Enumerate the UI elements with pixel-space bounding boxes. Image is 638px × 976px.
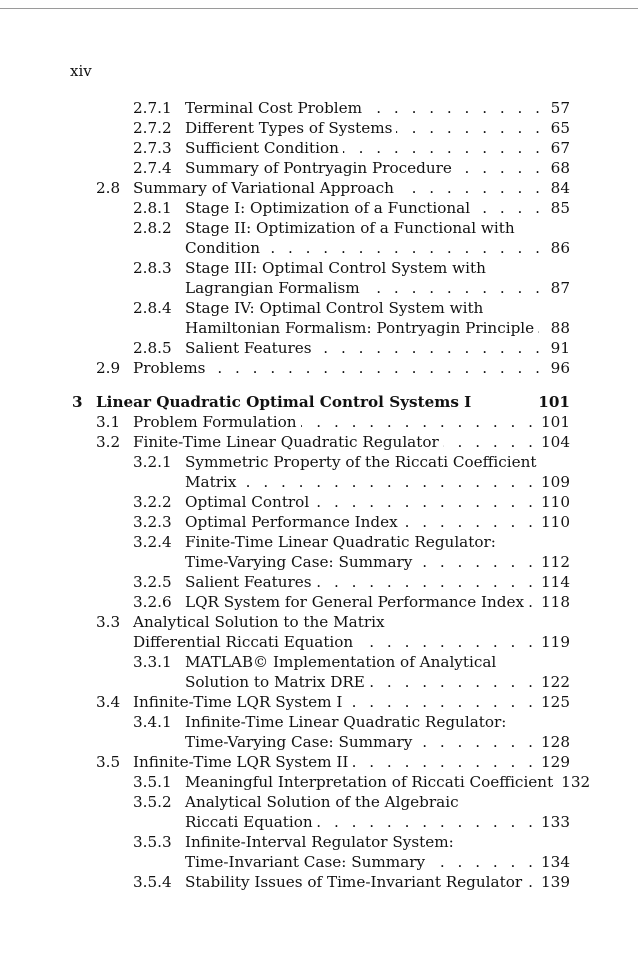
toc-entry-body xyxy=(185,532,570,552)
toc-entry-body xyxy=(185,872,570,892)
toc-entry-body xyxy=(133,412,570,432)
toc-entry-body xyxy=(185,118,570,138)
toc-entry-title: Sufficient Condition xyxy=(185,139,339,157)
toc-entry-title: Summary of Pontryagin Procedure xyxy=(185,159,452,177)
toc-entry-page: 91 xyxy=(550,339,570,357)
toc-entry-number: 2.8 xyxy=(96,179,121,197)
toc-entry-title: Riccati Equation xyxy=(185,813,313,831)
toc-entry-body xyxy=(133,178,570,198)
toc-entry-page: 67 xyxy=(550,139,570,157)
toc-entry-body xyxy=(185,512,570,532)
toc-dot-leader xyxy=(317,812,537,832)
toc-entry-title: Time-Invariant Case: Summary xyxy=(185,853,426,871)
toc-entry-title: LQR System for General Performance Index xyxy=(185,593,525,611)
toc-dot-leader xyxy=(352,752,537,772)
toc-entry-page: 104 xyxy=(541,433,570,451)
toc-entry-body xyxy=(185,572,570,592)
toc-entry-title: Problem Formulation xyxy=(133,413,297,431)
toc-entry-title: Differential Riccati Equation xyxy=(133,633,354,651)
toc-entry-title: Time-Varying Case: Summary xyxy=(185,733,413,751)
toc-entry-page: 84 xyxy=(550,179,570,197)
toc-entry-title: Different Types of Systems xyxy=(185,119,393,137)
toc-entry-body xyxy=(185,318,570,338)
toc-entry xyxy=(0,178,638,198)
toc-entry-body xyxy=(185,492,570,512)
toc-entry-number: 3.2 xyxy=(96,433,121,451)
toc-entry xyxy=(0,732,638,752)
toc-entry-title: Infinite-Time Linear Quadratic Regulator: xyxy=(185,713,507,731)
toc-entry-body xyxy=(185,732,570,752)
toc-entry-number: 3.3 xyxy=(96,613,121,631)
toc-entry-title: Stage IV: Optimal Control System with xyxy=(185,299,484,317)
toc-entry-page: 110 xyxy=(541,493,570,511)
toc-dot-leader xyxy=(240,472,537,492)
toc-entry xyxy=(0,552,638,572)
toc-entry-title: Linear Quadratic Optimal Control Systems I xyxy=(96,393,472,411)
toc-entry-body xyxy=(185,198,570,218)
toc-entry-title: Hamiltonian Formalism: Pontryagin Principle xyxy=(185,319,535,337)
toc-entry-title: Stage I: Optimization of a Functional xyxy=(185,199,471,217)
toc-entry xyxy=(0,752,638,772)
toc-entry-title: Meaningful Interpretation of Riccati Coefficient xyxy=(185,773,554,791)
toc-entry-page: 109 xyxy=(541,473,570,491)
toc-entry-number: 3.4 xyxy=(96,693,121,711)
toc-entry-title: Terminal Cost Problem xyxy=(185,99,363,117)
page-number: xiv xyxy=(70,62,92,80)
toc-entry-title: Salient Features xyxy=(185,573,312,591)
toc-dot-leader xyxy=(364,278,544,298)
toc-entry-number: 3.2.5 xyxy=(133,573,172,591)
toc-dot-leader xyxy=(416,732,537,752)
toc-entry-page: 119 xyxy=(541,633,570,651)
toc-entry-title: Symmetric Property of the Riccati Coefficient xyxy=(185,453,537,471)
toc-entry-body xyxy=(133,752,570,772)
toc-dot-leader xyxy=(346,692,537,712)
toc-entry-page: 110 xyxy=(541,513,570,531)
toc-entry-number: 2.8.4 xyxy=(133,299,172,317)
toc-entry-page: 57 xyxy=(550,99,570,117)
toc-entry xyxy=(0,318,638,338)
toc-entry-title: Finite-Time Linear Quadratic Regulator xyxy=(133,433,439,451)
toc-entry-page: 139 xyxy=(541,873,570,891)
toc-entry-body xyxy=(185,852,570,872)
toc-dot-leader xyxy=(316,338,544,358)
toc-entry-page: 65 xyxy=(550,119,570,137)
toc-entry-number: 2.8.1 xyxy=(133,199,172,217)
toc-entry-title: MATLAB© Implementation of Analytical xyxy=(185,653,497,671)
toc-entry-number: 3.1 xyxy=(96,413,121,431)
toc-entry-body xyxy=(96,392,570,412)
toc-dot-leader xyxy=(343,138,544,158)
toc-dot-leader xyxy=(369,672,537,692)
toc-entry-page: 112 xyxy=(541,553,570,571)
toc-dot-leader xyxy=(396,118,544,138)
toc-entry-page: 68 xyxy=(550,159,570,177)
toc-entry xyxy=(0,492,638,512)
toc-entry xyxy=(0,652,638,672)
toc-entry-body xyxy=(185,712,570,732)
toc-entry xyxy=(0,338,638,358)
table-of-contents xyxy=(0,98,638,892)
toc-entry xyxy=(0,532,638,552)
toc-entry-body xyxy=(185,158,570,178)
toc-entry-number: 2.7.3 xyxy=(133,139,172,157)
toc-dot-leader xyxy=(209,358,544,378)
toc-entry xyxy=(0,672,638,692)
toc-dot-leader xyxy=(526,872,537,892)
toc-entry-number: 3.5 xyxy=(96,753,121,771)
toc-entry-number: 3.2.2 xyxy=(133,493,172,511)
toc-dot-leader xyxy=(366,98,544,118)
toc-dot-leader xyxy=(474,198,544,218)
toc-entry-body xyxy=(185,812,570,832)
toc-entry xyxy=(0,198,638,218)
toc-entry-body xyxy=(185,552,570,572)
toc-entry-number: 3.5.4 xyxy=(133,873,172,891)
toc-entry-body xyxy=(133,692,570,712)
toc-entry xyxy=(0,138,638,158)
toc-entry xyxy=(0,812,638,832)
toc-entry-body xyxy=(185,258,570,278)
toc-entry xyxy=(0,792,638,812)
toc-entry-title: Infinite-Time LQR System II xyxy=(133,753,349,771)
toc-entry-title: Stability Issues of Time-Invariant Regulator xyxy=(185,873,523,891)
toc-entry xyxy=(0,258,638,278)
toc-entry-page: 87 xyxy=(550,279,570,297)
toc-entry-page: 118 xyxy=(541,593,570,611)
toc-entry-number: 3 xyxy=(72,393,83,411)
toc-entry-title: Optimal Control xyxy=(185,493,310,511)
toc-entry-number: 3.3.1 xyxy=(133,653,172,671)
toc-entry-page: 122 xyxy=(541,673,570,691)
toc-entry-number: 3.4.1 xyxy=(133,713,172,731)
toc-dot-leader xyxy=(528,592,537,612)
toc-entry-page: 101 xyxy=(541,413,570,431)
toc-entry-page: 132 xyxy=(561,773,591,791)
toc-entry-title: Analytical Solution to the Matrix xyxy=(133,613,385,631)
toc-entry xyxy=(0,452,638,472)
toc-entry-title: Optimal Performance Index xyxy=(185,513,398,531)
toc-entry-title: Stage II: Optimization of a Functional with xyxy=(185,219,515,237)
toc-entry-body xyxy=(185,98,570,118)
toc-entry xyxy=(0,852,638,872)
toc-entry-title: Solution to Matrix DRE xyxy=(185,673,365,691)
toc-dot-leader xyxy=(398,178,544,198)
toc-dot-leader xyxy=(416,552,537,572)
toc-entry-title: Summary of Variational Approach xyxy=(133,179,394,197)
toc-entry-body xyxy=(185,278,570,298)
toc-dot-leader xyxy=(443,432,537,452)
toc-dot-leader xyxy=(456,158,544,178)
toc-dot-leader xyxy=(402,512,537,532)
toc-entry-title: Finite-Time Linear Quadratic Regulator: xyxy=(185,533,496,551)
toc-entry-number: 2.7.4 xyxy=(133,159,172,177)
toc-entry-body xyxy=(133,432,570,452)
toc-entry-page: 134 xyxy=(541,853,570,871)
toc-entry-body xyxy=(185,832,570,852)
toc-entry-page: 133 xyxy=(541,813,570,831)
toc-entry-number: 2.7.1 xyxy=(133,99,172,117)
toc-entry xyxy=(0,712,638,732)
toc-entry xyxy=(0,772,638,792)
toc-entry-number: 2.8.3 xyxy=(133,259,172,277)
toc-entry-number: 3.5.3 xyxy=(133,833,172,851)
toc-entry-page: 86 xyxy=(550,239,570,257)
toc-entry-body xyxy=(185,452,570,472)
toc-entry-number: 3.2.6 xyxy=(133,593,172,611)
toc-entry-page: 114 xyxy=(541,573,570,591)
toc-entry-number: 3.2.1 xyxy=(133,453,172,471)
toc-entry-body xyxy=(185,672,570,692)
toc-entry-page: 129 xyxy=(541,753,570,771)
toc-entry-page: 125 xyxy=(541,693,570,711)
toc-entry-number: 3.5.1 xyxy=(133,773,172,791)
toc-entry xyxy=(0,298,638,318)
toc-entry xyxy=(0,512,638,532)
toc-entry xyxy=(0,612,638,632)
toc-dot-leader xyxy=(357,632,537,652)
toc-entry-title: Matrix xyxy=(185,473,237,491)
toc-entry-body xyxy=(133,612,570,632)
toc-entry xyxy=(0,358,638,378)
toc-entry-body xyxy=(133,632,570,652)
toc-entry xyxy=(0,118,638,138)
toc-entry-body xyxy=(185,238,570,258)
toc-dot-leader xyxy=(538,318,544,338)
toc-dot-leader xyxy=(264,238,544,258)
toc-entry xyxy=(0,832,638,852)
toc-dot-leader xyxy=(313,492,537,512)
toc-entry-number: 2.8.5 xyxy=(133,339,172,357)
toc-entry xyxy=(0,572,638,592)
toc-entry-title: Analytical Solution of the Algebraic xyxy=(185,793,459,811)
toc-entry-body xyxy=(185,338,570,358)
toc-entry-title: Infinite-Interval Regulator System: xyxy=(185,833,454,851)
toc-entry-body xyxy=(185,772,591,792)
toc-entry xyxy=(0,392,638,412)
toc-entry xyxy=(0,98,638,118)
toc-entry xyxy=(0,692,638,712)
toc-entry xyxy=(0,158,638,178)
toc-entry-page: 88 xyxy=(550,319,570,337)
toc-entry-title: Infinite-Time LQR System I xyxy=(133,693,343,711)
toc-entry xyxy=(0,278,638,298)
toc-dot-leader xyxy=(316,572,537,592)
toc-entry xyxy=(0,218,638,238)
toc-entry-body xyxy=(185,592,570,612)
toc-entry-number: 2.9 xyxy=(96,359,121,377)
toc-dot-leader xyxy=(429,852,537,872)
toc-entry-body xyxy=(133,358,570,378)
toc-entry xyxy=(0,238,638,258)
toc-entry-number: 2.7.2 xyxy=(133,119,172,137)
toc-entry-page: 85 xyxy=(550,199,570,217)
toc-entry-title: Time-Varying Case: Summary xyxy=(185,553,413,571)
toc-entry-title: Lagrangian Formalism xyxy=(185,279,360,297)
toc-entry xyxy=(0,412,638,432)
toc-entry xyxy=(0,632,638,652)
top-rule xyxy=(0,8,638,9)
toc-dot-leader xyxy=(301,412,537,432)
toc-entry-title: Salient Features xyxy=(185,339,312,357)
toc-entry xyxy=(0,432,638,452)
toc-entry xyxy=(0,472,638,492)
toc-entry-number: 3.2.3 xyxy=(133,513,172,531)
toc-entry-number: 3.2.4 xyxy=(133,533,172,551)
toc-entry-body xyxy=(185,218,570,238)
toc-entry-page: 96 xyxy=(550,359,570,377)
toc-entry-number: 3.5.2 xyxy=(133,793,172,811)
toc-entry-title: Stage III: Optimal Control System with xyxy=(185,259,486,277)
toc-entry xyxy=(0,872,638,892)
toc-entry-body xyxy=(185,138,570,158)
toc-dot-leader xyxy=(475,392,534,412)
toc-entry-title: Condition xyxy=(185,239,261,257)
toc-entry-number: 2.8.2 xyxy=(133,219,172,237)
toc-entry-title: Problems xyxy=(133,359,206,377)
toc-entry xyxy=(0,592,638,612)
toc-entry-body xyxy=(185,792,570,812)
toc-entry-page: 101 xyxy=(538,393,570,411)
toc-entry-body xyxy=(185,298,570,318)
toc-entry-body xyxy=(185,652,570,672)
toc-entry-page: 128 xyxy=(541,733,570,751)
toc-entry-body xyxy=(185,472,570,492)
